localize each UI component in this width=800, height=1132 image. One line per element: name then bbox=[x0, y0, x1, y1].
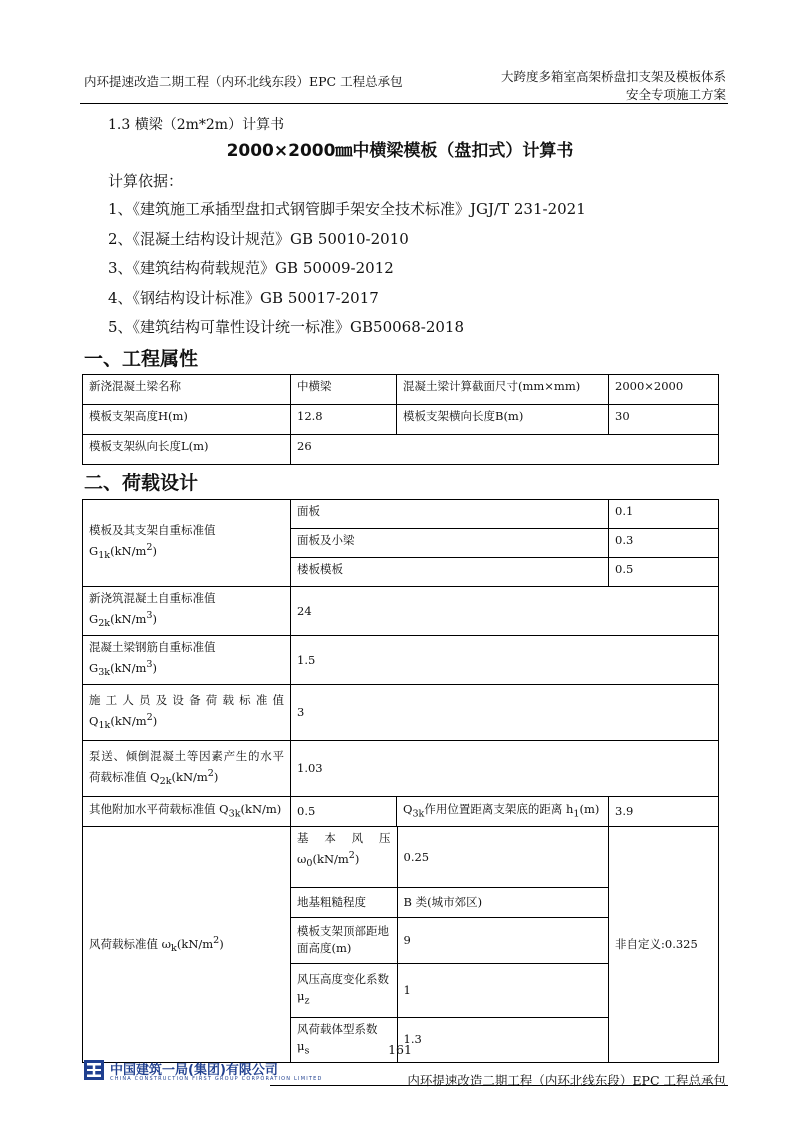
wind-subtable bbox=[291, 827, 609, 1062]
header-divider bbox=[80, 103, 728, 104]
mu-z-value: 1 bbox=[397, 963, 609, 1017]
header-document-title bbox=[501, 68, 726, 104]
company-name-english: CHINA CONSTRUCTION FIRST GROUP CORPORATION LIMITED bbox=[110, 1076, 323, 1082]
company-name: 中国建筑一局(集团)有限公司 bbox=[110, 1063, 278, 1078]
g3k-value: 1.5 bbox=[291, 636, 719, 685]
cell-label: 模板支架纵向长度L(m) bbox=[83, 435, 291, 465]
footer-project-name: 内环提速改造二期工程（内环北线东段）EPC 工程总承包 bbox=[407, 1073, 726, 1088]
height-label: 模板支架顶部距地 面高度(m) bbox=[291, 917, 397, 963]
g3k-label: 混凝土梁钢筋自重标准值 $G_{3k}(kN/m^3)$ bbox=[83, 636, 291, 685]
table-row bbox=[83, 375, 719, 405]
company-logo-icon bbox=[84, 1060, 104, 1080]
document-title: 2000×2000㎜中横梁模板（盘扣式）计算书 bbox=[226, 141, 574, 161]
basis-item: 3、《建筑结构荷载规范》GB 50009-2012 bbox=[108, 259, 394, 277]
roughness-value: B 类(城市郊区) bbox=[397, 887, 609, 917]
page-number: 161 bbox=[388, 1042, 412, 1057]
table-row bbox=[291, 827, 609, 887]
q1k-value: 3 bbox=[291, 685, 719, 741]
table-row bbox=[83, 685, 719, 741]
q2k-value: 1.03 bbox=[291, 741, 719, 797]
table-row bbox=[83, 435, 719, 465]
q2k-label: 泵送、倾倒混凝土等因素产生的水平 荷载标准值 $Q_{2k}(kN/m^2)$ bbox=[83, 741, 291, 797]
q3k-label: 其他附加水平荷载标准值 $Q_{3k}(kN/m)$ bbox=[83, 797, 291, 827]
wind-label: 风荷载标准值 $\omega_k(kN/m^2)$ bbox=[83, 827, 291, 1063]
table-row bbox=[83, 587, 719, 636]
table-row bbox=[83, 741, 719, 797]
cell-label: 模板支架横向长度B(m) bbox=[397, 405, 609, 435]
g1k-item-name: 面板及小梁 bbox=[291, 529, 609, 558]
cell-value: 2000×2000 bbox=[609, 375, 719, 405]
g2k-label: 新浇筑混凝土自重标准值 $G_{2k}(kN/m^3)$ bbox=[83, 587, 291, 636]
table-row bbox=[291, 917, 609, 963]
header-title-line2: 安全专项施工方案 bbox=[625, 87, 726, 102]
basis-title: 计算依据： bbox=[108, 172, 184, 190]
basis-item: 4、《钢结构设计标准》GB 50017-2017 bbox=[108, 288, 379, 307]
g1k-item-value: 0.3 bbox=[609, 529, 719, 558]
mu-s-label: 风荷载体型系数 $\mu_s$ bbox=[291, 1017, 397, 1062]
header-project-name: 内环提速改造二期工程（内环北线东段）EPC 工程总承包 bbox=[84, 74, 403, 89]
cell-label: 混凝土梁计算截面尺寸(mm×mm) bbox=[397, 375, 609, 405]
q1k-label: 施工人员及设备荷载标准值 $Q_{1k}(kN/m^2)$ bbox=[83, 685, 291, 741]
table-row bbox=[83, 500, 719, 529]
section1-heading: 一、工程属性 bbox=[84, 348, 199, 370]
section-title: 1.3 横梁（2m*2m）计算书 bbox=[108, 117, 285, 133]
g1k-item-value: 0.1 bbox=[609, 500, 719, 529]
roughness-label: 地基粗糙程度 bbox=[291, 887, 397, 917]
mu-s-value: 1.3 bbox=[403, 1032, 422, 1047]
g1k-item-name: 楼板模板 bbox=[291, 558, 609, 587]
basis-item: 2、《混凝土结构设计规范》GB 50010-2010 bbox=[108, 229, 409, 248]
g1k-item-value: 0.5 bbox=[609, 558, 719, 587]
table-row bbox=[83, 405, 719, 435]
table-row bbox=[291, 963, 609, 1017]
mu-z-label: 风压高度变化系数 $\mu_z$ bbox=[291, 963, 397, 1017]
g2k-value: 24 bbox=[291, 587, 719, 636]
cell-value: 中横梁 bbox=[291, 375, 397, 405]
w0-value: 0.25 bbox=[397, 827, 609, 887]
load-design-table bbox=[82, 499, 719, 1063]
g1k-label: 模板及其支架自重标准值 $G_{1k}(kN/m^2)$ bbox=[83, 500, 291, 587]
project-properties-table bbox=[82, 374, 719, 465]
w0-label: 基本风压 $\omega_0(kN/m^2)$ bbox=[291, 827, 397, 887]
wind-subtable-cell bbox=[291, 827, 609, 1063]
section2-heading: 二、荷载设计 bbox=[84, 472, 199, 494]
basis-item: 1、《建筑施工承插型盘扣式钢管脚手架安全技术标准》JGJ/T 231-2021 bbox=[108, 200, 586, 218]
h1-value: 3.9 bbox=[609, 797, 719, 827]
table-row bbox=[83, 827, 719, 1063]
height-value: 9 bbox=[397, 917, 609, 963]
header-title-line1: 大跨度多箱室高架桥盘扣支架及模板体系 bbox=[500, 69, 726, 84]
basis-item: 5、《建筑结构可靠性设计统一标准》GB50068-2018 bbox=[108, 318, 465, 336]
basis-list bbox=[108, 198, 586, 346]
h1-label: $Q_{3k}$作用位置距离支架底的距离 $h_1(m)$ bbox=[397, 797, 609, 827]
table-row bbox=[291, 887, 609, 917]
cell-label: 新浇混凝土梁名称 bbox=[83, 375, 291, 405]
table-row bbox=[83, 636, 719, 685]
cell-value: 26 bbox=[291, 435, 719, 465]
cell-label: 模板支架高度H(m) bbox=[83, 405, 291, 435]
table-row bbox=[83, 797, 719, 827]
q3k-value: 0.5 bbox=[291, 797, 397, 827]
g1k-item-name: 面板 bbox=[291, 500, 609, 529]
cell-value: 30 bbox=[609, 405, 719, 435]
wind-custom-value: 非自定义:0.325 bbox=[609, 827, 719, 1063]
cell-value: 12.8 bbox=[291, 405, 397, 435]
